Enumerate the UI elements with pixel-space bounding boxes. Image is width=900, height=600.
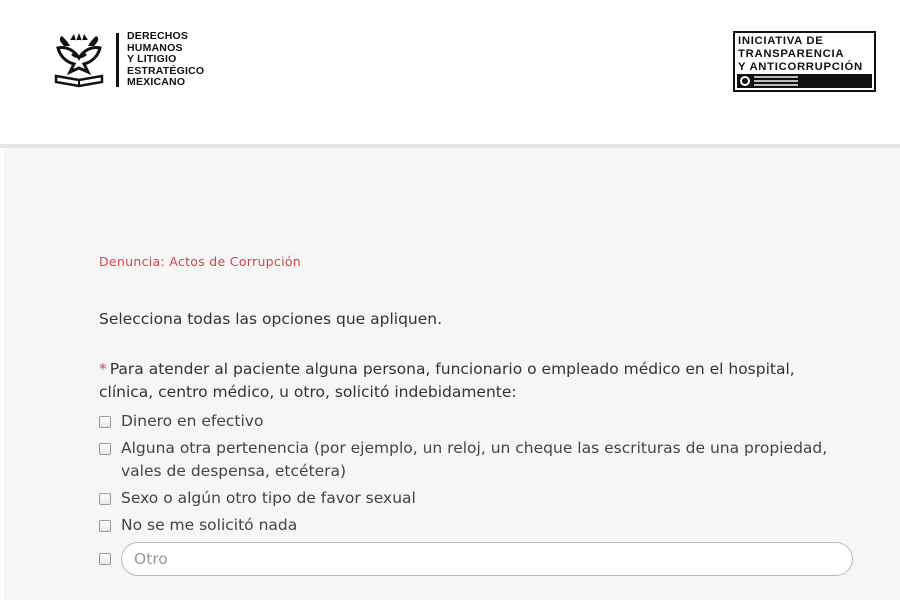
option-label: Sexo o algún otro tipo de favor sexual xyxy=(121,489,416,507)
logo-line: DERECHOS xyxy=(127,30,189,43)
other-text-input[interactable] xyxy=(121,542,853,576)
itac-logo-line: TRANSPARENCIA xyxy=(738,48,845,60)
itac-logo-line: Y ANTICORRUPCIÓN xyxy=(738,61,863,73)
option-otro[interactable] xyxy=(99,542,853,576)
option-favor-sexual[interactable] xyxy=(99,487,851,510)
logo-line: ESTRATÉGICO xyxy=(127,64,205,77)
itac-logo-fine-print xyxy=(754,75,798,87)
checkbox[interactable] xyxy=(99,493,111,505)
option-no-solicito[interactable] xyxy=(99,514,851,537)
site-header xyxy=(0,0,900,148)
form-title: Denuncia: Actos de Corrupción xyxy=(99,254,302,269)
form-container xyxy=(4,148,900,600)
itac-logo-footer-bar xyxy=(737,74,872,88)
option-dinero-efectivo[interactable] xyxy=(99,410,851,433)
dhlem-logo[interactable] xyxy=(52,32,204,88)
form-instructions: Selecciona todas las opciones que apliquen. xyxy=(99,310,443,328)
question-label xyxy=(99,358,829,404)
checkbox[interactable] xyxy=(99,520,111,532)
itac-logo[interactable] xyxy=(733,31,876,92)
checkbox[interactable] xyxy=(99,443,111,455)
checkbox[interactable] xyxy=(99,416,111,428)
option-label: Dinero en efectivo xyxy=(121,412,264,430)
option-otra-pertenencia[interactable] xyxy=(99,437,851,483)
logo-line: Y LITIGIO xyxy=(127,53,177,66)
option-label: Alguna otra pertenencia (por ejemplo, un reloj, un cheque las escrituras de una propiedad, vales de despensa, etcétera) xyxy=(121,439,828,480)
checkbox[interactable] xyxy=(99,553,111,565)
question-text: Para atender al paciente alguna persona, funcionario o empleado médico en el hospital, clínica, centro médico, u otro, solicitó indebidamente: xyxy=(99,360,795,401)
required-asterisk: * xyxy=(99,360,107,378)
eagle-emblem-icon xyxy=(52,32,106,88)
option-label: No se me solicitó nada xyxy=(121,516,298,534)
logo-line: HUMANOS xyxy=(127,41,183,54)
logo-line: MEXICANO xyxy=(127,76,186,89)
university-seal-icon xyxy=(740,76,750,86)
logo-text xyxy=(127,31,204,89)
itac-logo-line: INICIATIVA DE xyxy=(738,35,824,47)
logo-divider xyxy=(116,33,119,87)
